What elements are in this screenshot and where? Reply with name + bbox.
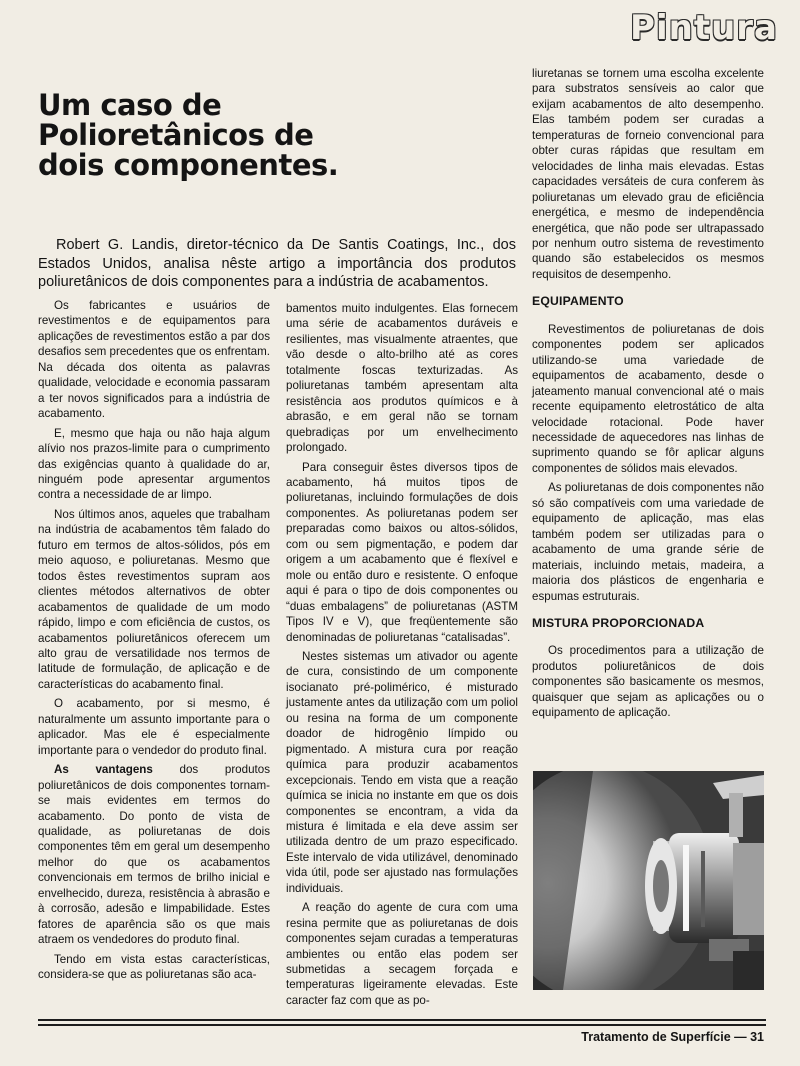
paragraph-lead-in: As vantagens <box>54 763 153 777</box>
paragraph: Tendo em vista estas características, considera-se que as poliuretanas são aca- <box>38 952 270 982</box>
paragraph <box>38 762 270 947</box>
spray-equipment-photo <box>533 771 764 990</box>
paragraph-text: dos produtos poliuretânicos de dois componentes tornam-se mais evidentes em termos do acabamento. Do ponto de vista de qualidade, as poliuretanas de dois componentes têm em geral um desempenho melhor do que os acabamentos convencionais em termos de brilho inicial e envelhecido, dureza, resistência à abrasão e à corrosão, adesão e limpabilidade. Estes fatores de aparência são os que mais atraem os vendedores do produto final. <box>38 763 270 947</box>
paragraph: A reação do agente de cura com uma resina permite que as poliuretanas de dois componentes sejam curadas a temperaturas ambientes ou então elas podem ser submetidas a secagem forçada e temperaturas ligeiramente elevadas. Este caracter faz com que as po- <box>286 901 518 1007</box>
paragraph: Os procedimentos para a utilização de produtos poliuretânicos de dois componentes são basicamente os mesmos, quaisquer que sejam as aplicações ou o equipamento de aplicação. <box>532 644 764 720</box>
section-heading-mistura: MISTURA PROPORCIONADA <box>532 615 705 630</box>
paragraph: bamentos muito indulgentes. Elas fornecem uma série de acabamentos duráveis e resilientes, mas visualmente atraentes, que vão desde o alto-brilho até as cores totalmente foscas texturizadas. As poliuretanas também apresentam alta resistência aos produtos químicos e à abrasão, e em geral não se tornam quebradiças por um envelhecimento prolongado. <box>286 302 518 455</box>
paragraph: As poliuretanas de dois componentes não só são compatíveis com uma variedade de equipamento de aplicação, mas elas também podem ser utilizadas para o acabamento de uma grande série de materiais, incluindo metais, madeira, a maioria dos plásticos de engenharia e espumas estruturais. <box>532 481 764 603</box>
title-line: Polioretânicos de <box>38 118 314 152</box>
text-column-3 <box>532 66 764 725</box>
text-column-1 <box>38 298 270 986</box>
title-line: dois componentes. <box>38 148 339 182</box>
photo-illustration <box>533 771 764 990</box>
footer-rule <box>38 1019 766 1029</box>
page-footer: Tratamento de Superfície — 31 <box>581 1030 764 1044</box>
paragraph: Nestes sistemas um ativador ou agente de cura, consistindo de um componente isocianato pré-polimérico, é misturado justamente antes da utilização com um poliol ou resina na forma de um componente doador de hidrogênio límpido ou pigmentado. A mistura cura por reação química para produzir acabamentos excepcionais. Tendo em vista que a reação química se inicia no instante em que os dois componentes se encontram, a vida da mistura é limitada e ela deve assim ser utilizada dentro de um prazo especificado. Este intervalo de vida utilizável, denominado vida útil, pode ser ajustado nas formulações individuais. <box>286 649 518 895</box>
paragraph: Os fabricantes e usuários de revestimentos e de equipamentos para aplicações de revestimentos estão a par dos desafios sem precedentes que os enfrentam. Na década dos oitenta as palavras qualidade, velocidade e economia passaram a ter novos significados para a indústria de acabamento. <box>38 299 271 421</box>
paragraph: Nos últimos anos, aqueles que trabalham na indústria de acabamentos têm falado do futuro em termos de altos-sólidos, pós em meio aquoso, e poliuretanas. Mesmo que todos êstes revestimentos supram aos clientes métodos alternativos de obter acabamentos de qualidade de um modo rápido, limpo e com eficiência de custos, os acabamentos poliuretânicos oferecem um alto grau de versatilidade nos termos de latitude de formulação, de aplicação e de características do acabamento final. <box>38 507 270 691</box>
article-lead: Robert G. Landis, diretor-técnico da De Santis Coatings, Inc., dos Estados Unidos, analisa nêste artigo a importância dos produtos poliuretânicos de dois componentes para a indústria de acabamentos. <box>38 237 516 290</box>
paragraph: liuretanas se tornem uma escolha excelente para substratos sensíveis ao calor que exijam acabamentos de alto desempenho. Elas também podem ser curadas a temperaturas de forneio convencional para obter curas rápidas que resultam em velocidades de linha mais elevadas. Estas capacidades versáteis de cura conferem às poliuretanas um elevado grau de eficiência energética, e mesmo de independência energética, que não pode ser ultrapassado por nenhum outro sistema de revestimento quando são estabelecidos os mesmos requisitos de desempenho. <box>532 67 764 281</box>
section-label: Pintura <box>630 8 778 48</box>
text-column-2 <box>286 301 518 1012</box>
article-title <box>38 90 498 180</box>
paragraph: Para conseguir êstes diversos tipos de acabamento, há muitos tipos de poliuretanas, incluindo formulações de dois componentes. As poliuretanas podem ser preparadas como baixos ou altos-sólidos, com ou sem pigmentação, e podem dar origem a um acabamento que é flexível e mole ou então duro e resistente. O enfoque aqui é para o tipo de dois componentes ou “duas embalagens” de poliuretanas (ASTM Tipos IV e V), que freqüentemente são denominadas de poliuretanas “catalisadas”. <box>286 460 518 644</box>
paragraph: O acabamento, por si mesmo, é naturalmente um assunto importante para o aplicador. Mas ele é especialmente importante para o vendedor do produto final. <box>38 697 270 757</box>
paragraph: E, mesmo que haja ou não haja algum alívio nos prazos-limite para o cumprimento das exigências quanto à qualidade do ar, ninguém pode apresentar argumentos contra a necessidade de ar limpo. <box>38 426 270 502</box>
section-heading-equipamento: EQUIPAMENTO <box>532 294 624 309</box>
title-line: Um caso de <box>38 88 222 122</box>
paragraph: Revestimentos de poliuretanas de dois componentes podem ser aplicados utilizando-se uma variedade de equipamentos de acabamento, desde o jateamento manual convencional até o mais recente equipamento eletrostático de alta velocidade rotacional. Pode haver necessidade de aquecedores nas linhas de suprimento quando se fôr aplicar alguns componentes de sólidos mais elevados. <box>532 322 764 475</box>
